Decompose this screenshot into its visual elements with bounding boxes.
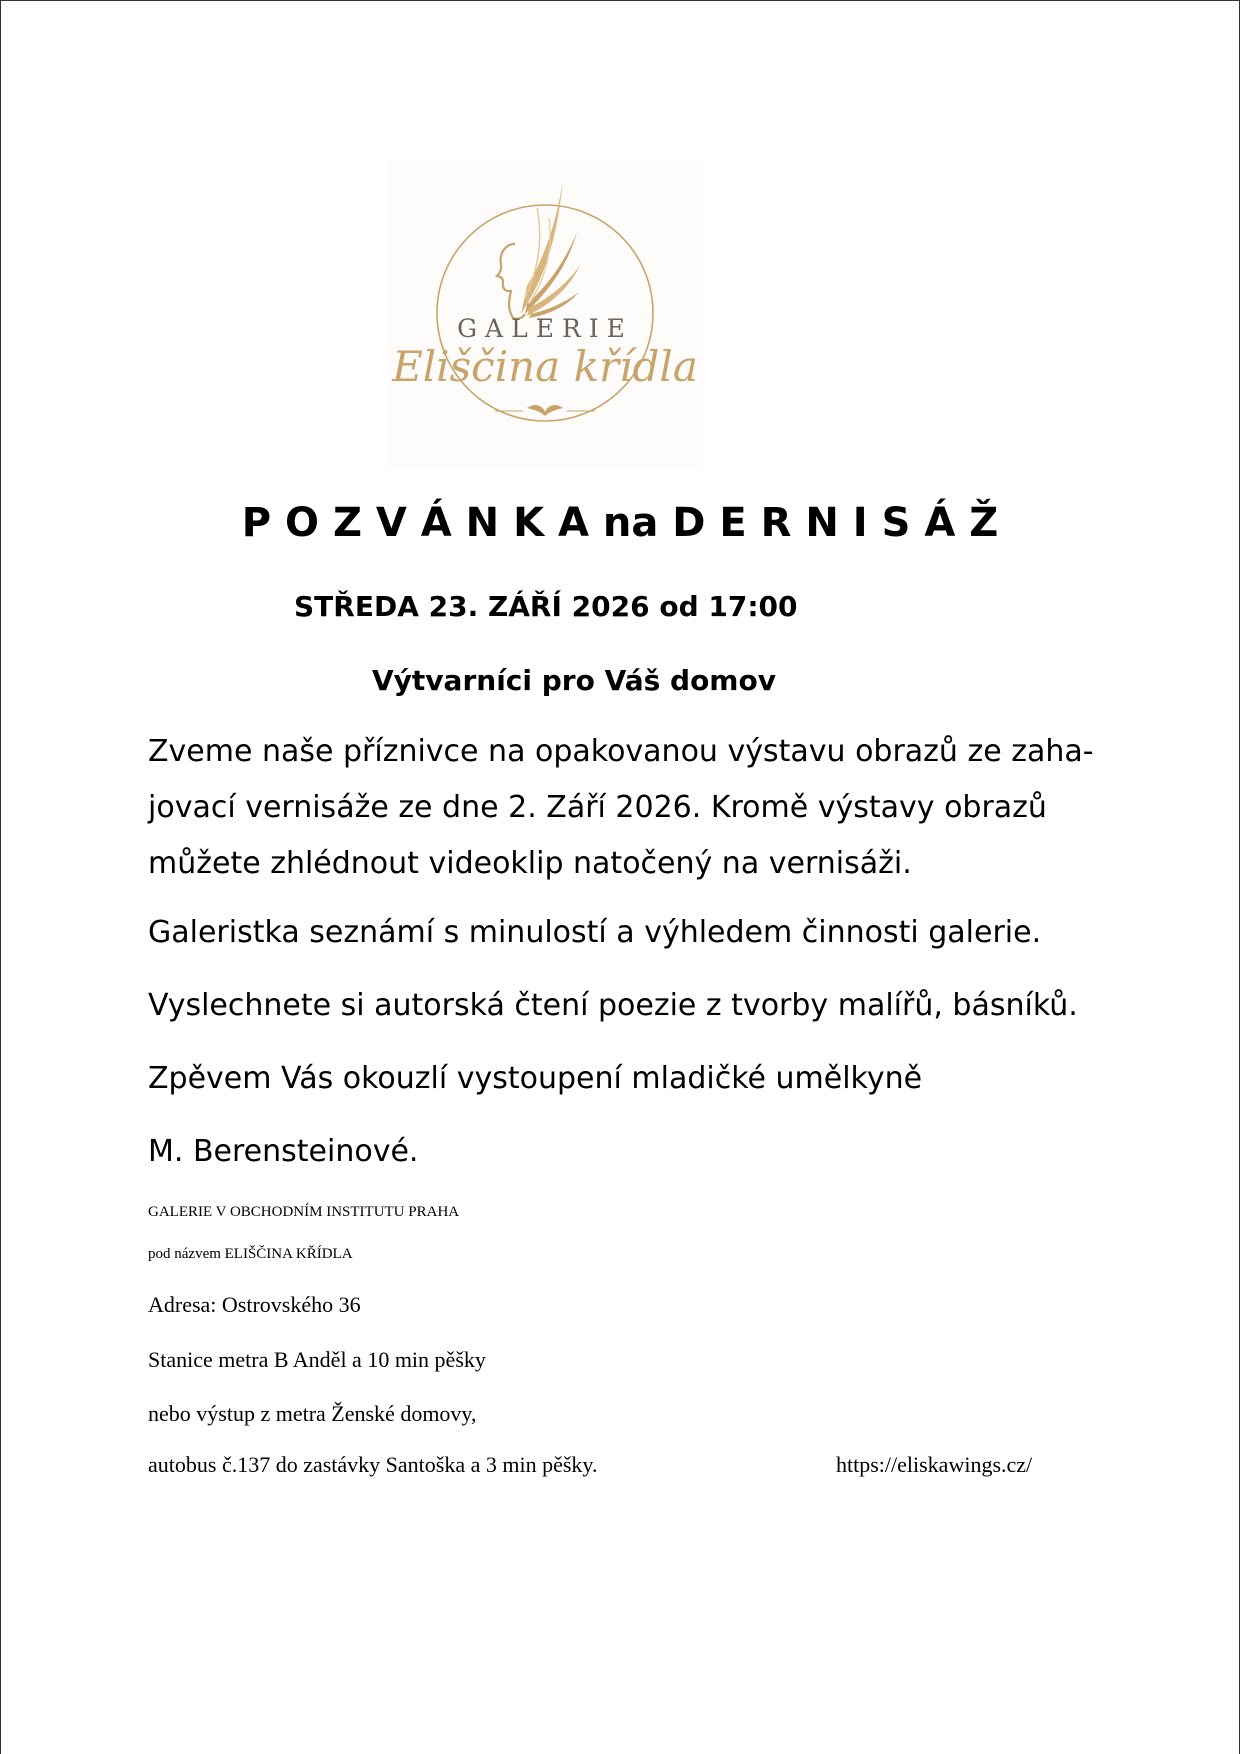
footer-bus: autobus č.137 do zastávky Santoška a 3 min pěšky.	[148, 1452, 598, 1477]
page-border-top	[0, 0, 1240, 1]
paragraph-4: Zpěvem Vás okouzlí vystoupení mladičké umělkyně	[148, 1061, 923, 1096]
page-border-left	[0, 0, 1, 1754]
gallery-logo	[387, 158, 703, 468]
website-link[interactable]: https://eliskawings.cz/	[836, 1452, 1033, 1477]
paragraph-2: Galeristka seznámí s minulostí a výhledem činnosti galerie.	[148, 915, 1042, 950]
wing-emblem-icon	[387, 158, 703, 468]
event-subtitle: Výtvarníci pro Váš domov	[372, 664, 776, 697]
paragraph-5: M. Berensteinové.	[148, 1134, 419, 1169]
footer-org: GALERIE V OBCHODNÍM INSTITUTU PRAHA	[148, 1204, 460, 1220]
paragraph-1-line-1: Zveme naše příznivce na opakovanou výstavu obrazů ze zaha-	[148, 734, 1094, 769]
footer-name: ELIŠČINA KŘÍDLA	[224, 1246, 353, 1262]
logo-name-text: Eliščina křídla	[392, 342, 698, 391]
footer-metro-2: nebo výstup z metra Ženské domovy,	[148, 1401, 477, 1426]
paragraph-1-line-3: můžete zhlédnout videoklip natočený na vernisáži.	[148, 846, 912, 881]
footer-name-line	[148, 1246, 353, 1263]
footer-metro: Stanice metra B Anděl a 10 min pěšky	[148, 1347, 486, 1372]
footer-address: Adresa: Ostrovského 36	[148, 1292, 361, 1317]
paragraph-1-line-2: jovací vernisáže ze dne 2. Září 2026. Kromě výstavy obrazů	[148, 790, 1047, 825]
event-date: STŘEDA 23. ZÁŘÍ 2026 od 17:00	[294, 590, 798, 623]
paragraph-3: Vyslechnete si autorská čtení poezie z tvorby malířů, básníků.	[148, 988, 1078, 1023]
invitation-title: P O Z V Á N K A na D E R N I S Á Ž	[241, 500, 999, 546]
logo-galerie-text: GALERIE	[457, 314, 633, 343]
footer-name-prefix: pod názvem	[148, 1246, 221, 1262]
